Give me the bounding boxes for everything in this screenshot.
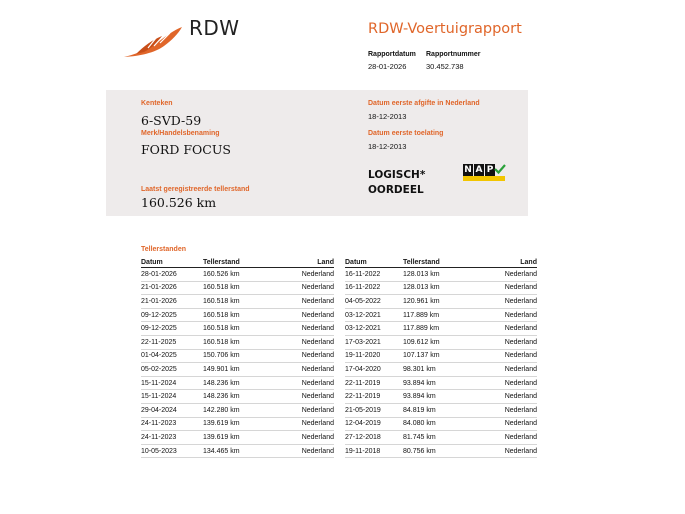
verdict-line-1: LOGISCH*	[368, 169, 426, 181]
row-date: 19-11-2020	[345, 349, 403, 363]
row-date: 21-01-2026	[141, 295, 203, 309]
report-date-label: Rapportdatum	[368, 51, 416, 58]
table-row	[345, 322, 537, 336]
row-date: 16-11-2022	[345, 281, 403, 295]
row-reading: 160.518 km	[203, 295, 273, 309]
row-country: Nederland	[475, 390, 537, 404]
row-country: Nederland	[273, 322, 334, 336]
row-country: Nederland	[273, 335, 334, 349]
table-header-row	[141, 257, 334, 268]
table-row	[141, 322, 334, 336]
row-reading: 117.889 km	[403, 308, 475, 322]
row-reading: 139.619 km	[203, 417, 273, 431]
odometer-table-right	[345, 257, 537, 458]
row-reading: 160.518 km	[203, 308, 273, 322]
table-row	[345, 431, 537, 445]
rdw-logo-icon	[122, 24, 184, 60]
table-row	[141, 308, 334, 322]
row-reading: 128.013 km	[403, 281, 475, 295]
first-issue-value: 18-12-2013	[368, 112, 407, 121]
table-row	[345, 335, 537, 349]
row-reading: 84.080 km	[403, 417, 475, 431]
report-date-value: 28-01-2026	[368, 62, 407, 71]
row-date: 21-05-2019	[345, 403, 403, 417]
report-number-value: 30.452.738	[426, 62, 464, 71]
row-country: Nederland	[273, 403, 334, 417]
row-country: Nederland	[475, 295, 537, 309]
row-reading: 117.889 km	[403, 322, 475, 336]
report-title: RDW-Voertuigrapport	[368, 21, 522, 37]
row-reading: 139.619 km	[203, 431, 273, 445]
table-row	[141, 444, 334, 458]
row-country: Nederland	[273, 308, 334, 322]
row-reading: 148.236 km	[203, 390, 273, 404]
row-date: 29-04-2024	[141, 403, 203, 417]
header-reading: Tellerstand	[203, 257, 273, 268]
row-country: Nederland	[475, 417, 537, 431]
row-reading: 81.745 km	[403, 431, 475, 445]
table-row	[141, 335, 334, 349]
row-date: 10-05-2023	[141, 444, 203, 458]
row-reading: 134.465 km	[203, 444, 273, 458]
table-row	[345, 308, 537, 322]
row-country: Nederland	[273, 268, 334, 282]
row-reading: 160.518 km	[203, 281, 273, 295]
row-date: 22-11-2025	[141, 335, 203, 349]
row-date: 22-11-2019	[345, 376, 403, 390]
row-date: 09-12-2025	[141, 308, 203, 322]
row-country: Nederland	[273, 295, 334, 309]
row-country: Nederland	[475, 444, 537, 458]
row-reading: 128.013 km	[403, 268, 475, 282]
row-date: 24-11-2023	[141, 417, 203, 431]
table-row	[141, 268, 334, 282]
table-row	[141, 281, 334, 295]
table-row	[345, 295, 537, 309]
row-country: Nederland	[273, 390, 334, 404]
table-row	[345, 444, 537, 458]
nap-letter-p: P	[486, 165, 494, 175]
row-date: 01-04-2025	[141, 349, 203, 363]
row-country: Nederland	[475, 281, 537, 295]
row-country: Nederland	[475, 335, 537, 349]
table-row	[141, 295, 334, 309]
row-country: Nederland	[273, 281, 334, 295]
row-date: 12-04-2019	[345, 417, 403, 431]
row-date: 22-11-2019	[345, 390, 403, 404]
row-date: 19-11-2018	[345, 444, 403, 458]
table-row	[345, 417, 537, 431]
table-row	[345, 363, 537, 377]
row-country: Nederland	[475, 349, 537, 363]
header-date: Datum	[141, 257, 203, 268]
row-country: Nederland	[475, 308, 537, 322]
row-reading: 142.280 km	[203, 403, 273, 417]
row-country: Nederland	[273, 431, 334, 445]
checkmark-icon	[494, 163, 506, 175]
first-admission-label: Datum eerste toelating	[368, 130, 444, 137]
header-country: Land	[273, 257, 334, 268]
table-row	[141, 431, 334, 445]
header-reading: Tellerstand	[403, 257, 475, 268]
row-country: Nederland	[273, 376, 334, 390]
row-reading: 160.518 km	[203, 335, 273, 349]
row-reading: 148.236 km	[203, 376, 273, 390]
odometer-table-left	[141, 257, 334, 458]
table-row	[141, 349, 334, 363]
odometer-value: 160.526 km	[141, 195, 217, 210]
first-admission-value: 18-12-2013	[368, 142, 407, 151]
row-country: Nederland	[475, 403, 537, 417]
row-date: 03-12-2021	[345, 322, 403, 336]
nap-letter-a: A	[475, 165, 483, 175]
table-row	[345, 268, 537, 282]
row-reading: 149.901 km	[203, 363, 273, 377]
header-date: Datum	[345, 257, 403, 268]
row-reading: 109.612 km	[403, 335, 475, 349]
row-country: Nederland	[273, 349, 334, 363]
row-country: Nederland	[475, 376, 537, 390]
nap-letter-n: N	[464, 165, 472, 175]
row-country: Nederland	[273, 363, 334, 377]
row-reading: 84.819 km	[403, 403, 475, 417]
row-date: 16-11-2022	[345, 268, 403, 282]
row-reading: 120.961 km	[403, 295, 475, 309]
header-country: Land	[475, 257, 537, 268]
table-row	[345, 376, 537, 390]
row-country: Nederland	[273, 444, 334, 458]
row-date: 03-12-2021	[345, 308, 403, 322]
row-date: 05-02-2025	[141, 363, 203, 377]
make-label: Merk/Handelsbenaming	[141, 130, 220, 137]
table-row	[345, 281, 537, 295]
row-reading: 93.894 km	[403, 390, 475, 404]
table-row	[345, 403, 537, 417]
row-reading: 160.526 km	[203, 268, 273, 282]
table-row	[345, 390, 537, 404]
row-date: 15-11-2024	[141, 390, 203, 404]
row-date: 09-12-2025	[141, 322, 203, 336]
row-country: Nederland	[475, 431, 537, 445]
row-country: Nederland	[273, 417, 334, 431]
row-date: 15-11-2024	[141, 376, 203, 390]
table-header-row	[345, 257, 537, 268]
row-date: 04-05-2022	[345, 295, 403, 309]
verdict-text	[368, 168, 425, 198]
table-row	[141, 390, 334, 404]
verdict-line-2: OORDEEL	[368, 184, 424, 196]
row-date: 28-01-2026	[141, 268, 203, 282]
row-date: 24-11-2023	[141, 431, 203, 445]
row-date: 17-04-2020	[345, 363, 403, 377]
odometer-label: Laatst geregistreerde tellerstand	[141, 186, 250, 193]
row-country: Nederland	[475, 363, 537, 377]
report-number-label: Rapportnummer	[426, 51, 481, 58]
plate-value: 6-SVD-59	[141, 113, 202, 128]
brand-name: RDW	[189, 16, 240, 40]
odometer-history-title: Tellerstanden	[141, 246, 186, 253]
row-date: 17-03-2021	[345, 335, 403, 349]
nap-yellow-bar	[463, 176, 505, 181]
table-row	[141, 403, 334, 417]
table-row	[141, 363, 334, 377]
row-date: 21-01-2026	[141, 281, 203, 295]
nap-logo-icon	[463, 164, 505, 182]
row-date: 27-12-2018	[345, 431, 403, 445]
table-row	[345, 349, 537, 363]
row-reading: 160.518 km	[203, 322, 273, 336]
make-value: FORD FOCUS	[141, 142, 231, 157]
row-country: Nederland	[475, 322, 537, 336]
row-reading: 150.706 km	[203, 349, 273, 363]
row-country: Nederland	[475, 268, 537, 282]
row-reading: 107.137 km	[403, 349, 475, 363]
row-reading: 98.301 km	[403, 363, 475, 377]
row-reading: 93.894 km	[403, 376, 475, 390]
table-row	[141, 417, 334, 431]
first-issue-label: Datum eerste afgifte in Nederland	[368, 100, 480, 107]
table-row	[141, 376, 334, 390]
row-reading: 80.756 km	[403, 444, 475, 458]
plate-label: Kenteken	[141, 100, 173, 107]
